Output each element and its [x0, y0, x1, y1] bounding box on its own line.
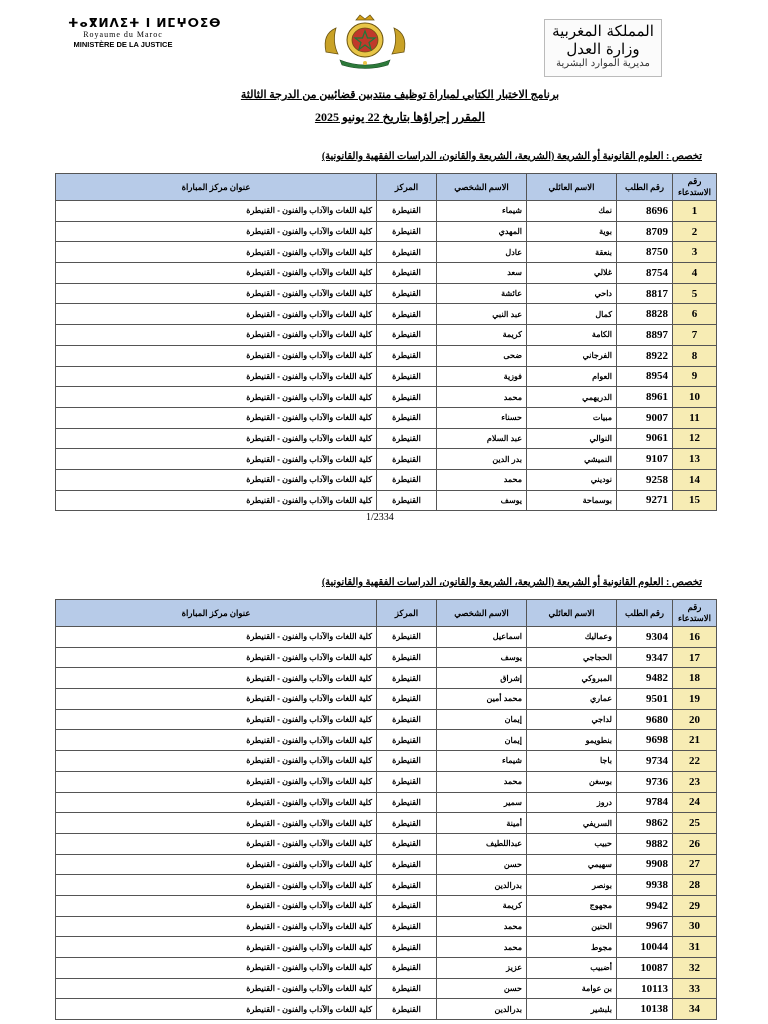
exam-center-address: كلية اللغات والآداب والفنون - القنيطرة [56, 242, 377, 263]
ministere-text: MINISTÈRE DE LA JUSTICE [73, 40, 173, 49]
exam-center-address: كلية اللغات والآداب والفنون - القنيطرة [56, 387, 377, 408]
table-row [56, 833, 717, 854]
table-row [56, 668, 717, 689]
family-name: النوالي [527, 428, 617, 449]
table-row [56, 283, 717, 304]
col-center: المركز [377, 174, 437, 201]
center-name: القنيطرة [377, 813, 437, 834]
convocation-number: 22 [673, 751, 717, 772]
family-name: الدريهمي [527, 387, 617, 408]
center-name: القنيطرة [377, 469, 437, 490]
family-name: وعماليك [527, 627, 617, 648]
first-name: عبد السلام [437, 428, 527, 449]
table-row [56, 627, 717, 648]
center-name: القنيطرة [377, 916, 437, 937]
col-request-number: رقم الطلب [617, 174, 673, 201]
family-name: الفرجاني [527, 345, 617, 366]
exam-center-address: كلية اللغات والآداب والفنون - القنيطرة [56, 627, 377, 648]
center-name: القنيطرة [377, 854, 437, 875]
convocation-number: 20 [673, 709, 717, 730]
request-number: 9698 [617, 730, 673, 751]
exam-center-address: كلية اللغات والآداب والفنون - القنيطرة [56, 490, 377, 511]
table-row [56, 366, 717, 387]
family-name: بوية [527, 221, 617, 242]
first-name: كريمة [437, 895, 527, 916]
request-number: 8754 [617, 263, 673, 284]
request-number: 8709 [617, 221, 673, 242]
table-row [56, 813, 717, 834]
col-first-name: الاسم الشخصي [437, 174, 527, 201]
ministry-text: وزارة العدل [566, 40, 640, 58]
table-row [56, 730, 717, 751]
first-name: حسن [437, 978, 527, 999]
convocation-number: 10 [673, 387, 717, 408]
family-name: النميشي [527, 449, 617, 470]
request-number: 9061 [617, 428, 673, 449]
request-number: 10138 [617, 999, 673, 1020]
table-row [56, 242, 717, 263]
center-name: القنيطرة [377, 387, 437, 408]
exam-center-address: كلية اللغات والآداب والفنون - القنيطرة [56, 449, 377, 470]
exam-center-address: كلية اللغات والآداب والفنون - القنيطرة [56, 283, 377, 304]
convocation-number: 11 [673, 407, 717, 428]
first-name: محمد [437, 469, 527, 490]
family-name: الحنين [527, 916, 617, 937]
request-number: 9007 [617, 407, 673, 428]
col-family-name: الاسم العائلي [527, 174, 617, 201]
first-name: محمد [437, 937, 527, 958]
family-name: سهيمي [527, 854, 617, 875]
request-number: 8696 [617, 201, 673, 222]
center-name: القنيطرة [377, 221, 437, 242]
center-name: القنيطرة [377, 792, 437, 813]
request-number: 9347 [617, 647, 673, 668]
first-name: فوزية [437, 366, 527, 387]
family-name: دروز [527, 792, 617, 813]
exam-center-address: كلية اللغات والآداب والفنون - القنيطرة [56, 221, 377, 242]
col-request-number: رقم الطلب [617, 600, 673, 627]
first-name: سمير [437, 792, 527, 813]
family-name: أضبيب [527, 958, 617, 979]
convocation-number: 6 [673, 304, 717, 325]
convocation-number: 13 [673, 449, 717, 470]
request-number: 9680 [617, 709, 673, 730]
table-row [56, 771, 717, 792]
royal-emblem-icon [318, 14, 412, 70]
first-name: محمد [437, 387, 527, 408]
request-number: 9967 [617, 916, 673, 937]
exam-center-address: كلية اللغات والآداب والفنون - القنيطرة [56, 978, 377, 999]
table-row [56, 792, 717, 813]
request-number: 9501 [617, 689, 673, 710]
table-row [56, 325, 717, 346]
table-row [56, 221, 717, 242]
request-number: 8961 [617, 387, 673, 408]
royaume-text: Royaume du Maroc [83, 30, 163, 39]
convocation-number: 26 [673, 833, 717, 854]
family-name: مجوط [527, 937, 617, 958]
exam-center-address: كلية اللغات والآداب والفنون - القنيطرة [56, 999, 377, 1020]
first-name: سعد [437, 263, 527, 284]
family-name: داحي [527, 283, 617, 304]
center-name: القنيطرة [377, 833, 437, 854]
center-name: القنيطرة [377, 647, 437, 668]
convocation-number: 16 [673, 627, 717, 648]
convocation-number: 12 [673, 428, 717, 449]
convocation-number: 33 [673, 978, 717, 999]
convocation-number: 14 [673, 469, 717, 490]
center-name: القنيطرة [377, 978, 437, 999]
request-number: 9482 [617, 668, 673, 689]
center-name: القنيطرة [377, 730, 437, 751]
convocation-number: 27 [673, 854, 717, 875]
exam-center-address: كلية اللغات والآداب والفنون - القنيطرة [56, 730, 377, 751]
convocation-number: 29 [673, 895, 717, 916]
exam-center-address: كلية اللغات والآداب والفنون - القنيطرة [56, 304, 377, 325]
col-first-name: الاسم الشخصي [437, 600, 527, 627]
table-row [56, 263, 717, 284]
directorate-text: مديرية الموارد البشرية [556, 58, 650, 69]
table-row [56, 345, 717, 366]
exam-center-address: كلية اللغات والآداب والفنون - القنيطرة [56, 201, 377, 222]
exam-center-address: كلية اللغات والآداب والفنون - القنيطرة [56, 366, 377, 387]
center-name: القنيطرة [377, 937, 437, 958]
family-name: العوام [527, 366, 617, 387]
family-name: بونصر [527, 875, 617, 896]
family-name: مبيات [527, 407, 617, 428]
convocation-number: 25 [673, 813, 717, 834]
convocation-number: 28 [673, 875, 717, 896]
request-number: 10087 [617, 958, 673, 979]
request-number: 8897 [617, 325, 673, 346]
specialization-heading: تخصص : العلوم القانونية أو الشريعة (الشريعة، الشريعة والقانون، الدراسات الفقهية والقانونية) [321, 151, 702, 162]
family-name: مجهوج [527, 895, 617, 916]
center-name: القنيطرة [377, 875, 437, 896]
center-name: القنيطرة [377, 751, 437, 772]
first-name: بدرالدين [437, 999, 527, 1020]
exam-center-address: كلية اللغات والآداب والفنون - القنيطرة [56, 668, 377, 689]
candidates-table-1 [55, 173, 717, 511]
request-number: 8750 [617, 242, 673, 263]
ministry-logo-left [68, 16, 222, 58]
center-name: القنيطرة [377, 958, 437, 979]
first-name: حسناء [437, 407, 527, 428]
convocation-number: 31 [673, 937, 717, 958]
family-name: بن عوامة [527, 978, 617, 999]
family-name: غلالي [527, 263, 617, 284]
center-name: القنيطرة [377, 627, 437, 648]
convocation-number: 1 [673, 201, 717, 222]
exam-center-address: كلية اللغات والآداب والفنون - القنيطرة [56, 428, 377, 449]
convocation-number: 3 [673, 242, 717, 263]
request-number: 9736 [617, 771, 673, 792]
col-convocation-number: رقم الاستدعاء [673, 174, 717, 201]
exam-center-address: كلية اللغات والآداب والفنون - القنيطرة [56, 751, 377, 772]
request-number: 8922 [617, 345, 673, 366]
document-title: برنامج الاختبار الكتابي لمباراة توظيف منتدبين قضائيين من الدرجة الثالثة [240, 89, 560, 101]
first-name: عبد النبي [437, 304, 527, 325]
table-header-row [56, 600, 717, 627]
exam-center-address: كلية اللغات والآداب والفنون - القنيطرة [56, 709, 377, 730]
first-name: محمد [437, 916, 527, 937]
table-row [56, 978, 717, 999]
first-name: إشراق [437, 668, 527, 689]
request-number: 9271 [617, 490, 673, 511]
family-name: لداجي [527, 709, 617, 730]
table-row [56, 387, 717, 408]
family-name: نمك [527, 201, 617, 222]
table-row [56, 689, 717, 710]
request-number: 9784 [617, 792, 673, 813]
table-row [56, 709, 717, 730]
col-address: عنوان مركز المباراة [56, 174, 377, 201]
table-row [56, 937, 717, 958]
convocation-number: 8 [673, 345, 717, 366]
table-row [56, 751, 717, 772]
col-family-name: الاسم العائلي [527, 600, 617, 627]
kingdom-text: المملكة المغربية [552, 22, 654, 40]
center-name: القنيطرة [377, 428, 437, 449]
request-number: 9304 [617, 627, 673, 648]
center-name: القنيطرة [377, 201, 437, 222]
family-name: بنطويمو [527, 730, 617, 751]
family-name: بوسغن [527, 771, 617, 792]
table-row [56, 854, 717, 875]
first-name: محمد أمين [437, 689, 527, 710]
center-name: القنيطرة [377, 283, 437, 304]
exam-center-address: كلية اللغات والآداب والفنون - القنيطرة [56, 813, 377, 834]
convocation-number: 15 [673, 490, 717, 511]
exam-center-address: كلية اللغات والآداب والفنون - القنيطرة [56, 833, 377, 854]
ministry-logo-right [544, 19, 662, 77]
exam-center-address: كلية اللغات والآداب والفنون - القنيطرة [56, 937, 377, 958]
family-name: الحجاجي [527, 647, 617, 668]
table-row [56, 490, 717, 511]
convocation-number: 9 [673, 366, 717, 387]
center-name: القنيطرة [377, 449, 437, 470]
exam-center-address: كلية اللغات والآداب والفنون - القنيطرة [56, 875, 377, 896]
convocation-number: 19 [673, 689, 717, 710]
center-name: القنيطرة [377, 771, 437, 792]
exam-center-address: كلية اللغات والآداب والفنون - القنيطرة [56, 958, 377, 979]
document-date: المقرر إجراؤها بتاريخ 22 يونيو 2025 [314, 110, 486, 124]
specialization-heading-2: تخصص : العلوم القانونية أو الشريعة (الشريعة، الشريعة والقانون، الدراسات الفقهية والقانونية) [321, 577, 702, 588]
first-name: شيماء [437, 201, 527, 222]
request-number: 9942 [617, 895, 673, 916]
center-name: القنيطرة [377, 366, 437, 387]
first-name: إيمان [437, 730, 527, 751]
first-name: كريمة [437, 325, 527, 346]
exam-center-address: كلية اللغات والآداب والفنون - القنيطرة [56, 689, 377, 710]
center-name: القنيطرة [377, 325, 437, 346]
first-name: عبداللطيف [437, 833, 527, 854]
convocation-number: 4 [673, 263, 717, 284]
center-name: القنيطرة [377, 999, 437, 1020]
center-name: القنيطرة [377, 689, 437, 710]
request-number: 10044 [617, 937, 673, 958]
exam-center-address: كلية اللغات والآداب والفنون - القنيطرة [56, 469, 377, 490]
convocation-number: 30 [673, 916, 717, 937]
family-name: عماري [527, 689, 617, 710]
convocation-number: 7 [673, 325, 717, 346]
center-name: القنيطرة [377, 709, 437, 730]
table-row [56, 201, 717, 222]
convocation-number: 2 [673, 221, 717, 242]
request-number: 9938 [617, 875, 673, 896]
convocation-number: 5 [673, 283, 717, 304]
first-name: المهدي [437, 221, 527, 242]
first-name: يوسف [437, 490, 527, 511]
convocation-number: 24 [673, 792, 717, 813]
family-name: حبيب [527, 833, 617, 854]
convocation-number: 21 [673, 730, 717, 751]
request-number: 9734 [617, 751, 673, 772]
exam-center-address: كلية اللغات والآداب والفنون - القنيطرة [56, 325, 377, 346]
first-name: اسماعيل [437, 627, 527, 648]
table-header-row [56, 174, 717, 201]
request-number: 8828 [617, 304, 673, 325]
center-name: القنيطرة [377, 242, 437, 263]
col-convocation-number: رقم الاستدعاء [673, 600, 717, 627]
family-name: بلبشير [527, 999, 617, 1020]
center-name: القنيطرة [377, 345, 437, 366]
first-name: شيماء [437, 751, 527, 772]
convocation-number: 18 [673, 668, 717, 689]
table-row [56, 407, 717, 428]
table-row [56, 958, 717, 979]
tifinagh-text: ⵜⴰⴳⵍⴷⵉⵜ ⵏ ⵍⵎⵖⵔⵉⴱ [68, 16, 222, 30]
first-name: عائشة [437, 283, 527, 304]
first-name: بدر الدين [437, 449, 527, 470]
convocation-number: 34 [673, 999, 717, 1020]
family-name: باجا [527, 751, 617, 772]
exam-center-address: كلية اللغات والآداب والفنون - القنيطرة [56, 854, 377, 875]
table-row [56, 999, 717, 1020]
exam-center-address: كلية اللغات والآداب والفنون - القنيطرة [56, 407, 377, 428]
request-number: 10113 [617, 978, 673, 999]
family-name: السريفي [527, 813, 617, 834]
first-name: محمد [437, 771, 527, 792]
first-name: حسن [437, 854, 527, 875]
first-name: يوسف [437, 647, 527, 668]
table-row [56, 469, 717, 490]
center-name: القنيطرة [377, 304, 437, 325]
request-number: 9862 [617, 813, 673, 834]
center-name: القنيطرة [377, 668, 437, 689]
family-name: الكامة [527, 325, 617, 346]
page-number: 1/2334 [366, 512, 394, 523]
request-number: 9107 [617, 449, 673, 470]
candidates-table-2 [55, 599, 717, 1020]
first-name: عزيز [437, 958, 527, 979]
table-row [56, 428, 717, 449]
request-number: 8954 [617, 366, 673, 387]
exam-center-address: كلية اللغات والآداب والفنون - القنيطرة [56, 263, 377, 284]
table-row [56, 449, 717, 470]
center-name: القنيطرة [377, 895, 437, 916]
first-name: أمينة [437, 813, 527, 834]
request-number: 9882 [617, 833, 673, 854]
first-name: إيمان [437, 709, 527, 730]
table-row [56, 916, 717, 937]
exam-center-address: كلية اللغات والآداب والفنون - القنيطرة [56, 647, 377, 668]
center-name: القنيطرة [377, 407, 437, 428]
table-row [56, 875, 717, 896]
exam-center-address: كلية اللغات والآداب والفنون - القنيطرة [56, 345, 377, 366]
col-center: المركز [377, 600, 437, 627]
table-row [56, 304, 717, 325]
family-name: كمال [527, 304, 617, 325]
page-header [0, 0, 768, 80]
family-name: بنعقة [527, 242, 617, 263]
request-number: 8817 [617, 283, 673, 304]
table-row [56, 647, 717, 668]
col-address: عنوان مركز المباراة [56, 600, 377, 627]
request-number: 9908 [617, 854, 673, 875]
exam-center-address: كلية اللغات والآداب والفنون - القنيطرة [56, 895, 377, 916]
family-name: نوديني [527, 469, 617, 490]
first-name: بدرالدين [437, 875, 527, 896]
convocation-number: 23 [673, 771, 717, 792]
exam-center-address: كلية اللغات والآداب والفنون - القنيطرة [56, 771, 377, 792]
family-name: المبروكي [527, 668, 617, 689]
center-name: القنيطرة [377, 263, 437, 284]
convocation-number: 17 [673, 647, 717, 668]
table-row [56, 895, 717, 916]
family-name: بوسماحة [527, 490, 617, 511]
exam-center-address: كلية اللغات والآداب والفنون - القنيطرة [56, 792, 377, 813]
first-name: عادل [437, 242, 527, 263]
first-name: ضحى [437, 345, 527, 366]
center-name: القنيطرة [377, 490, 437, 511]
convocation-number: 32 [673, 958, 717, 979]
exam-center-address: كلية اللغات والآداب والفنون - القنيطرة [56, 916, 377, 937]
request-number: 9258 [617, 469, 673, 490]
